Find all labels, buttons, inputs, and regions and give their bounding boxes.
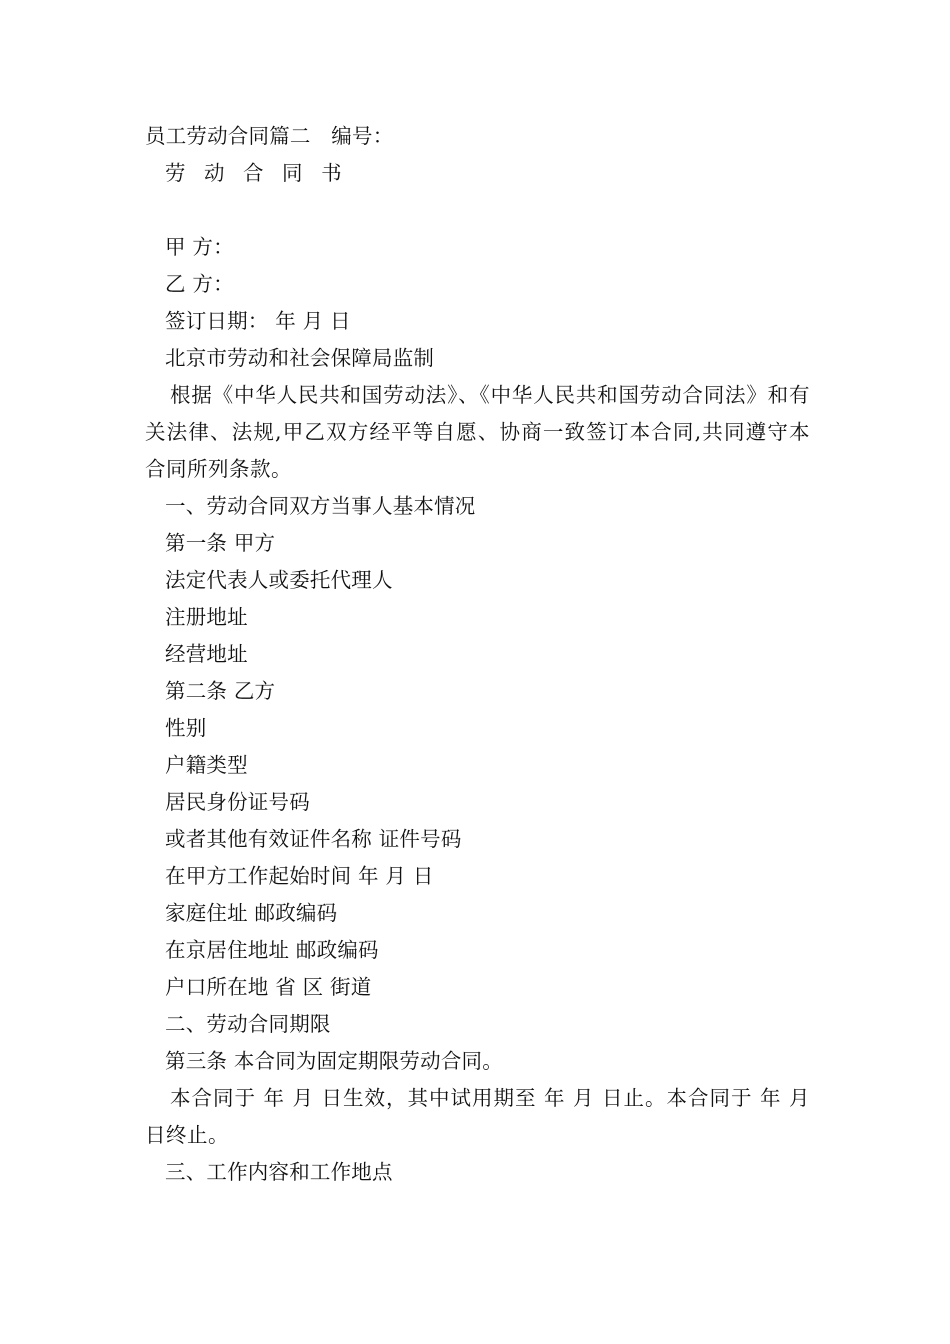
party-b-line: 乙 方：: [165, 272, 234, 296]
beijing-address-field: 在京居住地址 邮政编码: [165, 938, 379, 962]
header-line: 员工劳动合同篇二 编号：: [145, 124, 394, 148]
article-3: 第三条 本合同为固定期限劳动合同。: [165, 1049, 503, 1073]
supervisor-line: 北京市劳动和社会保障局监制: [165, 346, 435, 370]
section-1-title: 一、劳动合同双方当事人基本情况: [165, 494, 476, 518]
contract-title: 劳 动 合 同 书: [165, 161, 348, 185]
article-2: 第二条 乙方: [165, 679, 276, 703]
hukou-type-field: 户籍类型: [165, 753, 248, 777]
start-time-field: 在甲方工作起始时间 年 月 日: [165, 864, 434, 888]
term-paragraph: 本合同于 年 月 日生效，其中试用期至 年 月 日止。本合同于 年 月 日终止。: [145, 1086, 810, 1147]
registered-address-field: 注册地址: [165, 605, 248, 629]
home-address-field: 家庭住址 邮政编码: [165, 901, 338, 925]
business-address-field: 经营地址: [165, 642, 248, 666]
section-3-title: 三、工作内容和工作地点: [165, 1160, 393, 1184]
sign-date-line: 签订日期： 年 月 日: [165, 309, 351, 333]
article-1: 第一条 甲方: [165, 531, 276, 555]
preamble-paragraph: 根据《中华人民共和国劳动法》、《中华人民共和国劳动合同法》和有关法律、法规,甲乙双方经平等自愿、协商一致签订本合同,共同遵守本合同所列条款。: [145, 383, 810, 481]
section-2-title: 二、劳动合同期限: [165, 1012, 331, 1036]
id-number-field: 居民身份证号码: [165, 790, 310, 814]
other-id-field: 或者其他有效证件名称 证件号码: [165, 827, 462, 851]
hukou-location-field: 户口所在地 省 区 街道: [165, 975, 372, 999]
legal-representative-field: 法定代表人或委托代理人: [165, 568, 393, 592]
gender-field: 性别: [165, 716, 207, 740]
party-a-line: 甲 方：: [165, 235, 234, 259]
